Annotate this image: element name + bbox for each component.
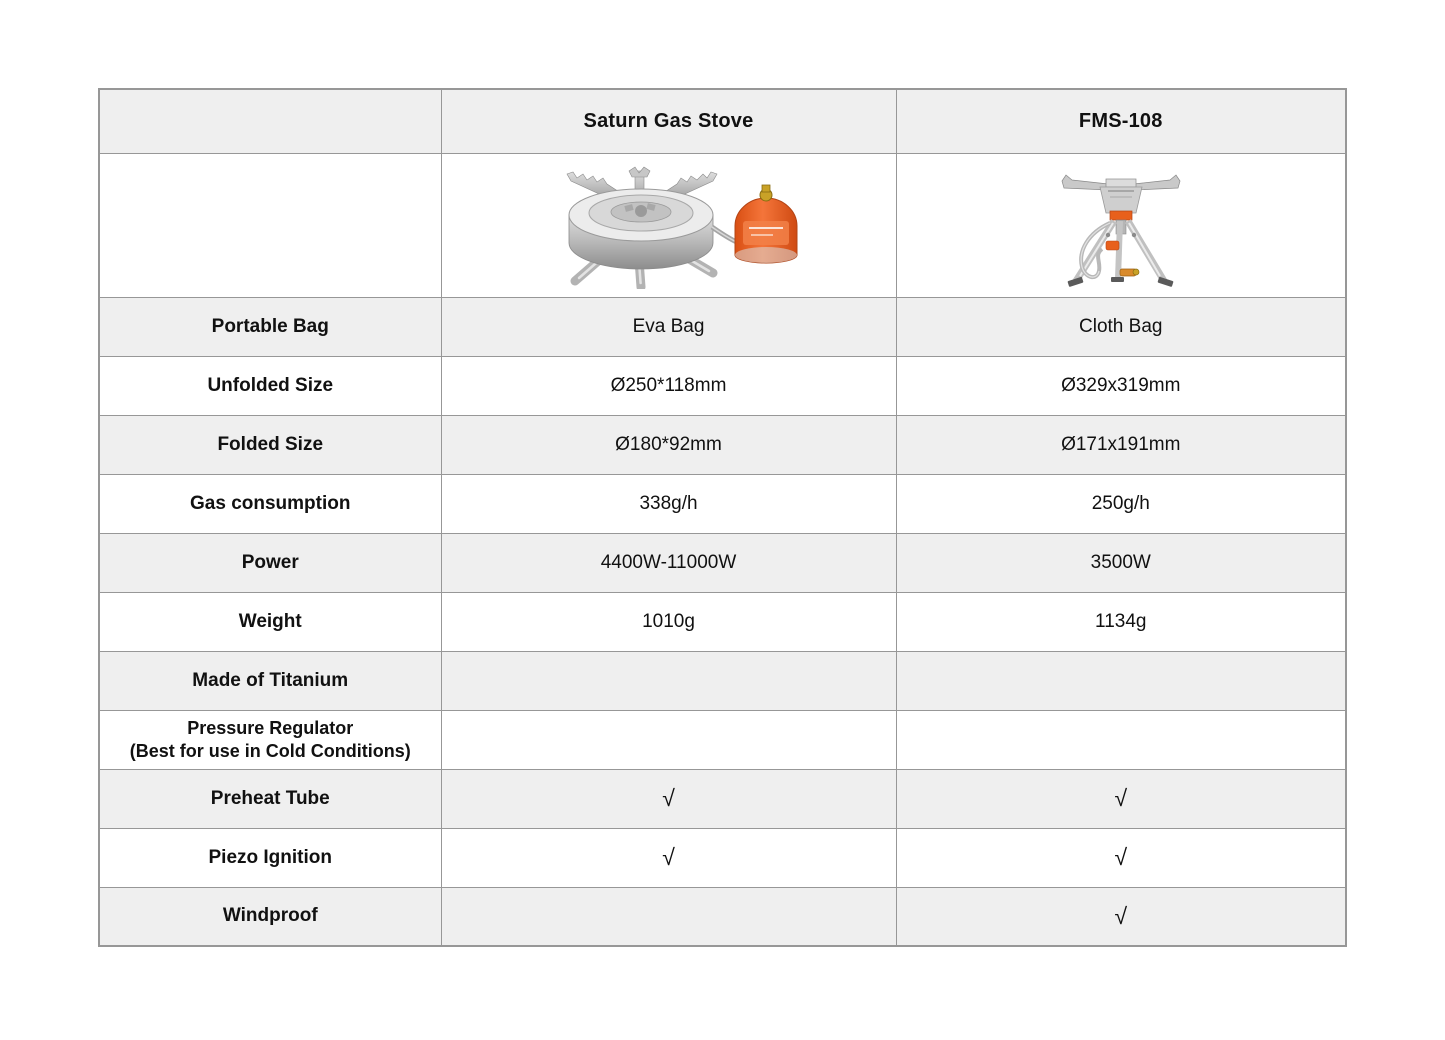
row-label: Portable Bag	[99, 297, 441, 356]
row-preheat-tube	[99, 769, 1346, 828]
fms108-checkmark: √	[896, 828, 1346, 887]
saturn-image-cell	[441, 153, 896, 297]
saturn-value: 4400W-11000W	[441, 533, 896, 592]
saturn-value: Ø180*92mm	[441, 415, 896, 474]
row-weight	[99, 592, 1346, 651]
images-empty-cell	[99, 153, 441, 297]
saturn-value: 1010g	[441, 592, 896, 651]
row-folded-size	[99, 415, 1346, 474]
fms108-image-cell	[896, 153, 1346, 297]
fms-108-image	[1036, 159, 1206, 291]
fms108-value: 3500W	[896, 533, 1346, 592]
row-power	[99, 533, 1346, 592]
fms108-value: Ø171x191mm	[896, 415, 1346, 474]
header-row	[99, 89, 1346, 153]
row-label: Preheat Tube	[99, 769, 441, 828]
fms108-value: 250g/h	[896, 474, 1346, 533]
saturn-value	[441, 651, 896, 710]
row-label: Folded Size	[99, 415, 441, 474]
row-label: Weight	[99, 592, 441, 651]
fms108-value	[896, 651, 1346, 710]
header-empty-cell	[99, 89, 441, 153]
row-windproof	[99, 887, 1346, 946]
fms108-checkmark: √	[896, 887, 1346, 946]
row-piezo-ignition	[99, 828, 1346, 887]
fms108-value: Cloth Bag	[896, 297, 1346, 356]
saturn-value: 338g/h	[441, 474, 896, 533]
row-label: Windproof	[99, 887, 441, 946]
header-saturn: Saturn Gas Stove	[441, 89, 896, 153]
row-label: Gas consumption	[99, 474, 441, 533]
product-comparison-table	[98, 88, 1347, 947]
row-made-of-titanium	[99, 651, 1346, 710]
fms108-checkmark: √	[896, 769, 1346, 828]
row-unfolded-size	[99, 356, 1346, 415]
comparison-table-wrap	[98, 88, 1347, 947]
row-gas-consumption	[99, 474, 1346, 533]
saturn-checkmark: √	[441, 769, 896, 828]
row-label	[99, 710, 441, 769]
fms108-value: 1134g	[896, 592, 1346, 651]
row-label: Made of Titanium	[99, 651, 441, 710]
saturn-checkmark	[441, 887, 896, 946]
row-label: Power	[99, 533, 441, 592]
row-pressure-regulator	[99, 710, 1346, 769]
pressure-regulator-line2: (Best for use in Cold Conditions)	[129, 740, 411, 761]
saturn-value: Eva Bag	[441, 297, 896, 356]
row-label: Piezo Ignition	[99, 828, 441, 887]
header-fms108: FMS-108	[896, 89, 1346, 153]
images-row	[99, 153, 1346, 297]
saturn-checkmark: √	[441, 828, 896, 887]
pressure-regulator-line1: Pressure Regulator	[187, 717, 354, 738]
saturn-value	[441, 710, 896, 769]
row-portable-bag	[99, 297, 1346, 356]
fms108-value: Ø329x319mm	[896, 356, 1346, 415]
fms108-value	[896, 710, 1346, 769]
saturn-stove-image	[529, 161, 809, 289]
row-label: Unfolded Size	[99, 356, 441, 415]
saturn-value: Ø250*118mm	[441, 356, 896, 415]
